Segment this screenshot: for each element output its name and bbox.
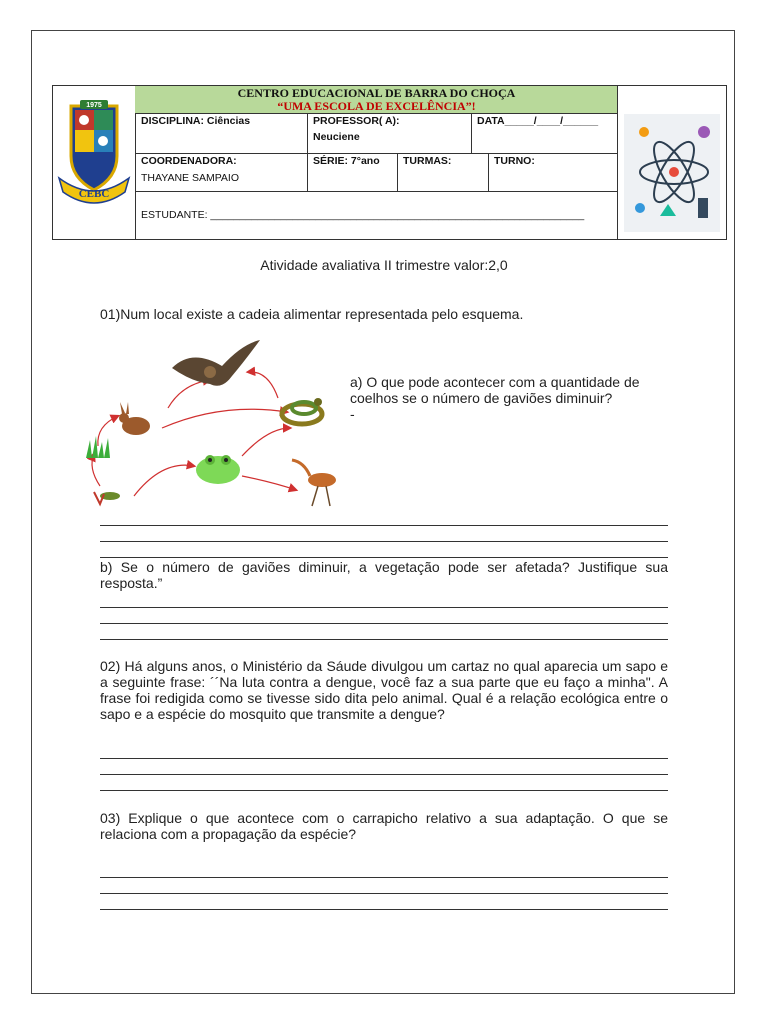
student-field: ESTUDANTE: ________________________________________________________________ xyxy=(141,209,585,221)
professor-field xyxy=(307,113,471,145)
answer-lines-2 xyxy=(100,743,668,791)
shift-field: TURNO: xyxy=(494,155,535,167)
discipline-field: DISCIPLINA: Ciências xyxy=(141,115,251,127)
question-3-statement: 03) Explique o que acontece com o carrapicho relativo a sua adaptação. O que se relaciona com a propagação da espécie? xyxy=(100,810,668,842)
professor-label: PROFESSOR( A): xyxy=(313,115,400,127)
frog-icon xyxy=(196,455,240,484)
question-1a-dash: - xyxy=(350,406,355,422)
logo-cell xyxy=(53,86,136,239)
grade-field: SÉRIE: 7°ano xyxy=(313,155,380,167)
school-name: CENTRO EDUCACIONAL DE BARRA DO CHOÇA xyxy=(237,86,516,100)
rabbit-icon xyxy=(119,402,150,435)
answer-lines-1a xyxy=(100,510,668,558)
coordinator-name: THAYANE SAMPAIO xyxy=(141,172,240,184)
heron-icon xyxy=(292,460,336,506)
answer-line[interactable] xyxy=(100,759,668,775)
logo-year: 1975 xyxy=(86,102,102,109)
grasshopper-icon xyxy=(94,492,120,504)
school-band xyxy=(135,86,618,114)
answer-lines-3 xyxy=(100,862,668,910)
school-crest-icon xyxy=(53,86,135,239)
date-field: DATA_____/____/______ xyxy=(477,115,599,127)
coordinator-label: COORDENADORA: xyxy=(141,155,237,167)
answer-line[interactable] xyxy=(100,862,668,878)
classes-field: TURMAS: xyxy=(403,155,452,167)
coordinator-field xyxy=(135,153,307,186)
header-table xyxy=(52,85,727,240)
food-chain-diagram xyxy=(82,336,344,514)
snake-icon xyxy=(282,398,322,424)
question-1a: a) O que pode acontecer com a quantidade de coelhos se o número de gaviões diminuir? xyxy=(350,374,640,406)
answer-line[interactable] xyxy=(100,878,668,894)
row-divider xyxy=(135,191,618,192)
science-image-cell xyxy=(617,86,726,239)
hawk-icon xyxy=(172,340,260,386)
answer-lines-1b xyxy=(100,592,668,640)
question-1-statement: 01)Num local existe a cadeia alimentar representada pelo esquema. xyxy=(100,306,524,322)
logo-text: CEBC xyxy=(78,188,110,200)
science-atom-icon xyxy=(618,86,726,239)
activity-title: Atividade avaliativa II trimestre valor:2,0 xyxy=(260,257,508,273)
answer-line[interactable] xyxy=(100,894,668,910)
question-1b: b) Se o número de gaviões diminuir, a vegetação pode ser afetada? Justifique sua resposta.” xyxy=(100,559,668,591)
school-motto: “UMA ESCOLA DE EXCELÊNCIA”! xyxy=(277,99,476,113)
answer-line[interactable] xyxy=(100,743,668,759)
answer-line[interactable] xyxy=(100,510,668,526)
answer-line[interactable] xyxy=(100,624,668,640)
answer-line[interactable] xyxy=(100,542,668,558)
answer-line[interactable] xyxy=(100,775,668,791)
question-2-statement: 02) Há alguns anos, o Ministério da Sáude divulgou um cartaz no qual aparecia um sapo e a seguinte frase: ´´Na luta contra a dengue, você faz a sua parte que eu faço a minha". A frase foi redigida como se tivesse sido dita pelo animal. Qual é a relação ecológica entre o sapo e a espécie do mosquito que transmite a dengue? xyxy=(100,658,668,722)
answer-line[interactable] xyxy=(100,592,668,608)
professor-name: Neuciene xyxy=(313,131,360,143)
answer-line[interactable] xyxy=(100,608,668,624)
answer-line[interactable] xyxy=(100,526,668,542)
